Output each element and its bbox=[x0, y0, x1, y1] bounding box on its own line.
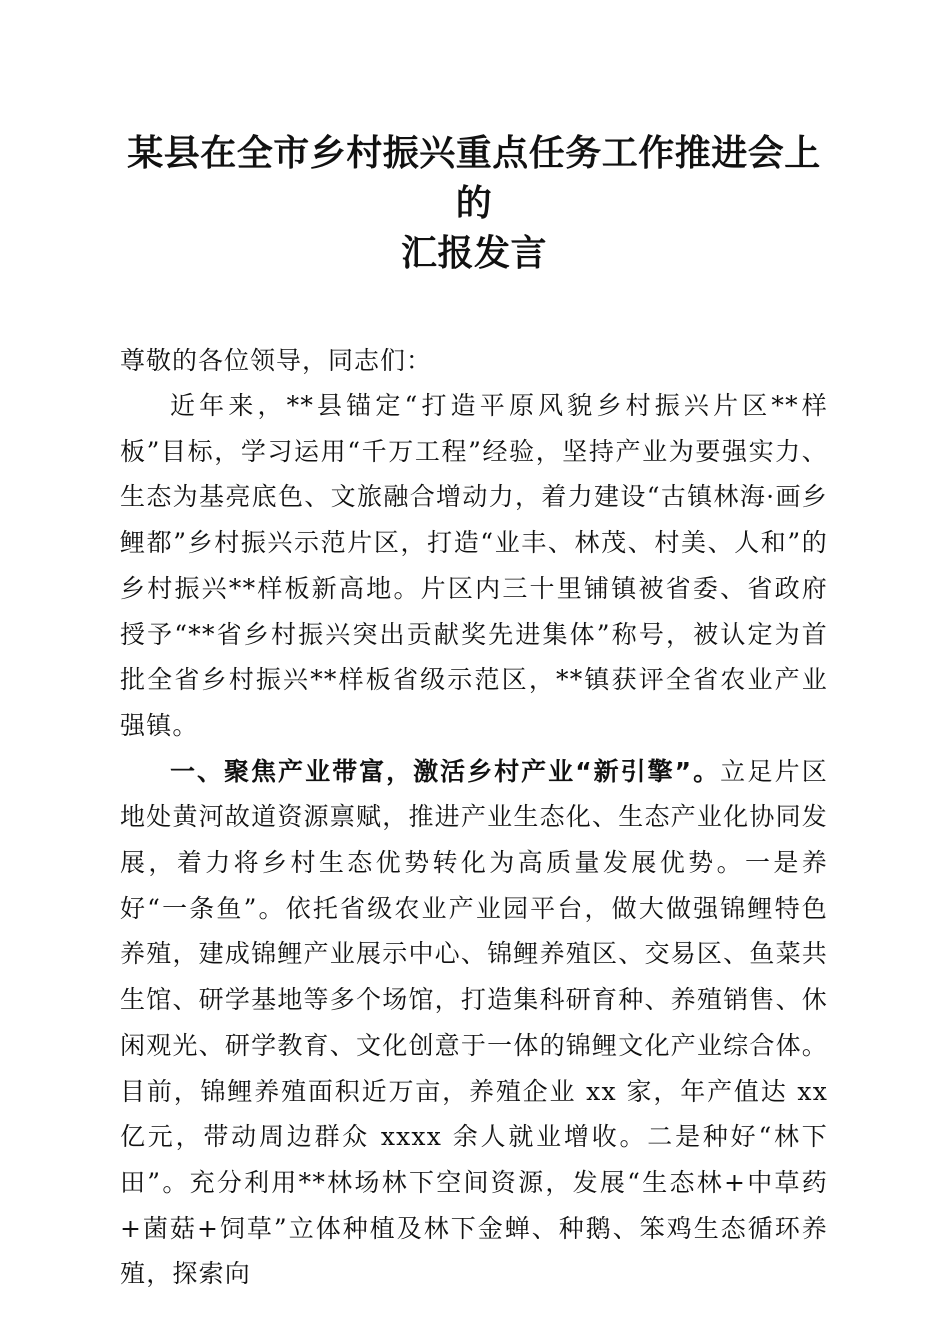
document-title bbox=[120, 128, 828, 278]
section-1-body: 立足片区地处黄河故道资源禀赋，推进产业生态化、生态产业化协同发展，着力将乡村生态优势转化为高质量发展优势。一是养好“一条鱼”。依托省级农业产业园平台，做大做强锦鲤特色养殖，建成锦鲤产业展示中心、锦鲤养殖区、交易区、鱼菜共生馆、研学基地等多个场馆，打造集科研育种、养殖销售、休闲观光、研学教育、文化创意于一体的锦鲤文化产业综合体。目前，锦鲤养殖面积近万亩，养殖企业 xx 家，年产值达 xx 亿元，带动周边群众 xxxx 余人就业增收。二是种好“林下田”。充分利用**林场林下空间资源，发展“生态林+中草药+菌菇+饲草”立体种植及林下金蝉、种鹅、笨鸡生态循环养殖，探索向 bbox=[120, 756, 828, 1289]
section-1-heading: 一、聚焦产业带富，激活乡村产业“新引擎”。 bbox=[170, 756, 721, 786]
salutation: 尊敬的各位领导，同志们： bbox=[120, 346, 433, 375]
section-1-paragraph bbox=[120, 749, 828, 1297]
title-line-1: 某县在全市乡村振兴重点任务工作推进会上的 bbox=[127, 132, 821, 224]
title-line-2: 汇报发言 bbox=[400, 232, 547, 274]
intro-paragraph: 近年来，**县锚定“打造平原风貌乡村振兴片区**样板”目标，学习运用“千万工程”经验，坚持产业为要强实力、生态为基亮底色、文旅融合增动力，着力建设“古镇林海·画乡鲤都”乡村振兴示范片区，打造“业丰、林茂、村美、人和”的乡村振兴**样板新高地。片区内三十里铺镇被省委、省政府授予“**省乡村振兴突出贡献奖先进集体”称号，被认定为首批全省乡村振兴**样板省级示范区，**镇获评全省农业产业强镇。 bbox=[120, 391, 828, 740]
